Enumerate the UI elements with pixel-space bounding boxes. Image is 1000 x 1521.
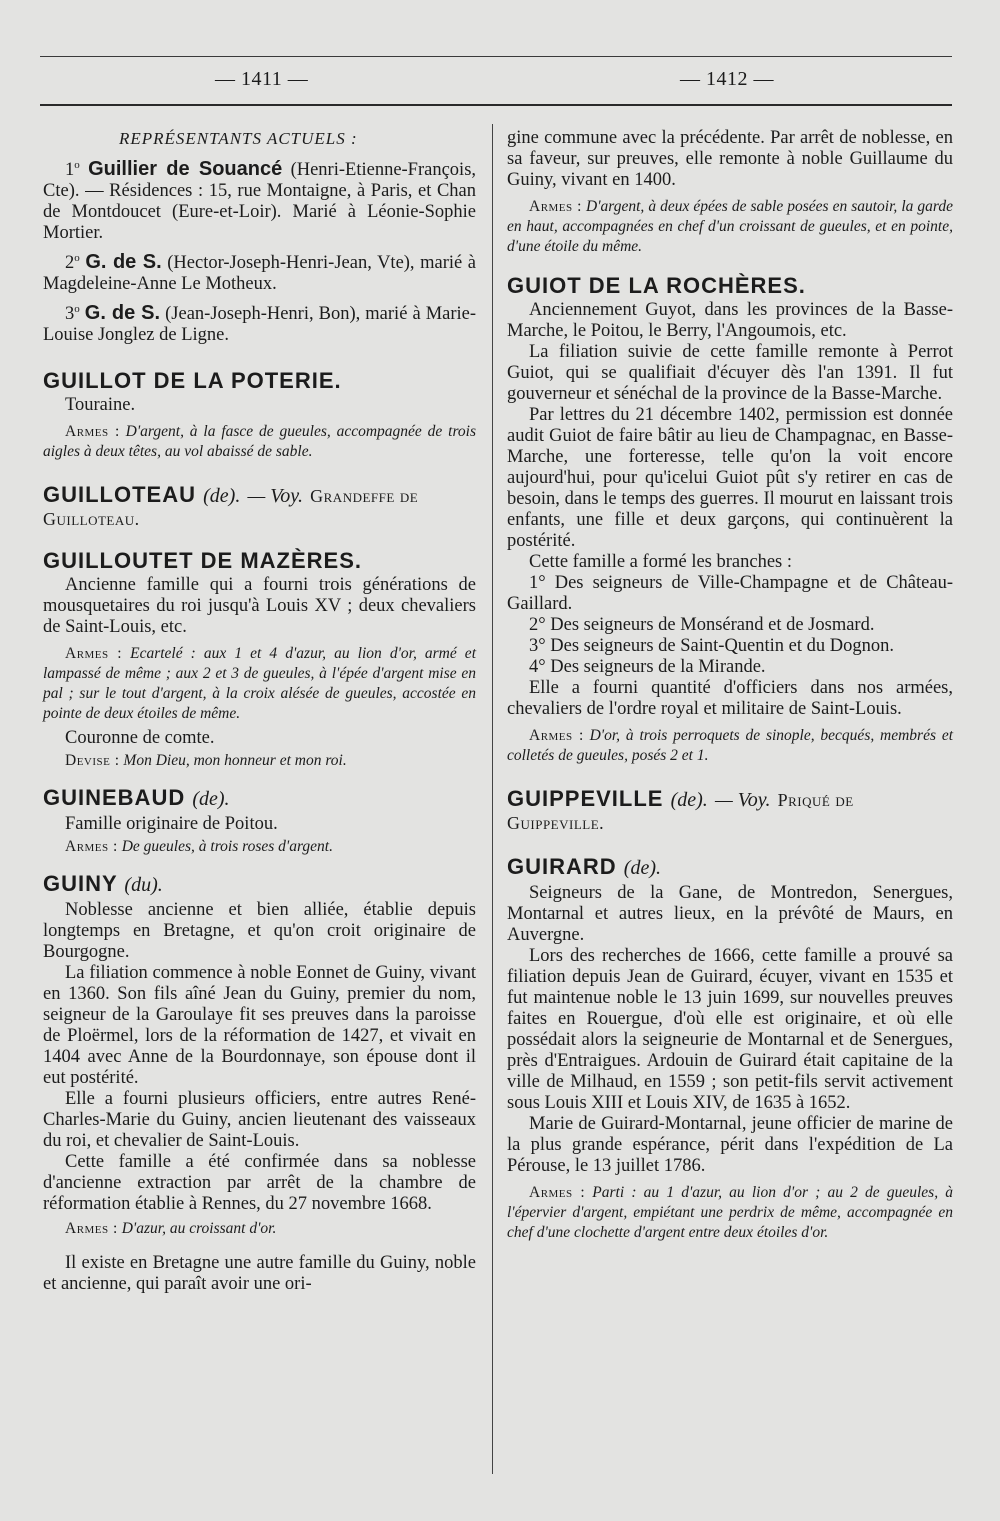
guiot-paragraph-4: Cette famille a formé les branches :: [529, 552, 793, 572]
guirard-particle: (de).: [623, 857, 661, 879]
guiot-branch-2: 2° Des seigneurs de Monsérand et de Josmard.: [529, 615, 875, 635]
left-column: [43, 128, 476, 1295]
armes-text: D'argent, à deux épées de sable posées en sautoir, la garde en haut, accompagnées en chef d'un croissant de gueules, et en pointe, d'une étoile du même.: [507, 198, 953, 255]
guilloteau-name: GUILLOTEAU: [43, 482, 196, 508]
guilloteau-reference: Grandeffe de Guilloteau.: [43, 486, 419, 530]
armes-label: Armes :: [65, 838, 118, 856]
armes-label: Armes :: [65, 423, 120, 441]
rep1-text: (Henri-Etienne-François, Cte). — Résidences : 15, rue Montaigne, à Paris, et Chan de Montdoucet (Eure-et-Loir). Marié à Léonie-Sophie Mortier.: [43, 160, 477, 244]
guirard-armes: [507, 1183, 953, 1243]
entry-title-mazeres: GUILLOUTET DE MAZÈRES.: [43, 548, 362, 574]
header-rule: [40, 104, 952, 106]
armes-label: Armes :: [65, 645, 123, 663]
column-separator: [492, 124, 493, 1474]
poterie-location: Touraine.: [65, 395, 136, 416]
entry-title-guippeville: [507, 788, 953, 834]
guiot-paragraph-5: Elle a fourni quantité d'officiers dans nos armées, chevaliers de l'ordre royal et militaire de Saint-Louis.: [507, 678, 953, 719]
guiny-second-armes: [507, 197, 953, 257]
guippeville-reference: Priqué de Guippeville.: [507, 790, 854, 833]
guiny-paragraph-5: Il existe en Bretagne une autre famille du Guiny, noble et ancienne, qui paraît avoir une ori-: [43, 1253, 476, 1295]
armes-label: Armes :: [65, 1220, 118, 1238]
armes-text: D'argent, à la fasce de gueules, accompagnée de trois aigles à deux têtes, au vol abaissé de sable.: [43, 423, 476, 461]
mazeres-armes: [43, 644, 476, 724]
rep2-text: (Hector-Joseph-Henri-Jean, Vte), marié à Magdeleine-Anne Le Motheux.: [43, 253, 477, 295]
top-rule: [40, 56, 952, 57]
armes-text: De gueules, à trois roses d'argent.: [121, 838, 333, 856]
guippeville-name: GUIPPEVILLE: [507, 786, 664, 811]
rep1-number: 1: [65, 160, 75, 181]
guiny-armes: [43, 1219, 476, 1239]
guippeville-voy: — Voy.: [714, 789, 771, 811]
guirard-paragraph-1: Seigneurs de la Gane, de Montredon, Senergues, Montarnal et autres lieux, en la prévôté de Maurs, en Auvergne.: [507, 883, 953, 945]
entry-title-guilloteau: [43, 484, 476, 530]
devise-label: Devise :: [65, 752, 120, 770]
guiny-paragraph-1: Noblesse ancienne et bien alliée, établie depuis longtemps en Bretagne, et qu'on croit originaire de Bourgogne.: [43, 900, 476, 963]
guiny-paragraph-2: La filiation commence à noble Eonnet de Guiny, vivant en 1360. Son fils aîné Jean du Guiny, premier du nom, seigneur de la Garoulaye fit ses preuves dans la paroisse de Ploërmel, lors de la réformation de 1427, et vivait en 1404 avec Anne de la Bourdonnaye, son épouse dont il eut postérité.: [43, 963, 476, 1089]
armes-label: Armes :: [529, 1184, 586, 1201]
rep3-number: 3: [65, 304, 75, 325]
guiot-branch-4: 4° Des seigneurs de la Mirande.: [529, 657, 766, 677]
armes-text: D'or, à trois perroquets de sinople, becqués, membrés et colletés de gueules, posés 2 et 1.: [507, 727, 954, 764]
guiot-branch-1: 1° Des seigneurs de Ville-Champagne et de Château-Gaillard.: [507, 573, 953, 614]
armes-text: Parti : au 1 d'azur, au lion d'or ; au 2 de gueules, à l'épervier d'argent, empiétant une perdrix de même, accompagnée en chef d'une clochette d'argent entre deux étoiles d'or.: [507, 1184, 953, 1241]
poterie-armes: [43, 422, 476, 462]
rep2-number: 2: [65, 253, 75, 274]
mazeres-devise: [43, 751, 476, 771]
guinebaud-name: GUINEBAUD: [43, 785, 186, 811]
devise-text: Mon Dieu, mon honneur et mon roi.: [123, 752, 347, 770]
guilloteau-voy: — Voy.: [247, 485, 304, 508]
entry-title-poterie: GUILLOT DE LA POTERIE.: [43, 368, 342, 394]
representant-1: 1$^o$ Guillier de Souancé (Henri-Etienne-François, Cte). — Résidences : 15, rue Montaigne, à Paris, et Chan de Montdoucet (Eure-et-Loir). Marié à Léonie-Sophie Mortier.: [43, 158, 477, 244]
rep3-name: G. de S.: [84, 302, 161, 325]
guiny-paragraph-4: Cette famille a été confirmée dans sa noblesse d'ancienne extraction par arrêt de la chambre de réformation établie à Rennes, du 27 novembre 1668.: [43, 1152, 476, 1215]
armes-text: D'azur, au croissant d'or.: [121, 1220, 277, 1238]
rep2-name: G. de S.: [85, 251, 162, 274]
mazeres-couronne: Couronne de comte.: [65, 728, 215, 749]
representant-2: 2$^o$ G. de S. (Hector-Joseph-Henri-Jean, Vte), marié à Magdeleine-Anne Le Motheux.: [43, 251, 477, 295]
left-page-number: — 1411 —: [215, 68, 309, 90]
armes-label: Armes :: [529, 198, 582, 215]
rep1-name: Guillier de Souancé: [88, 158, 283, 181]
mazeres-description: Ancienne famille qui a fourni trois générations de mousquetaires du roi jusqu'à Louis XV ; deux chevaliers de Saint-Louis, etc.: [43, 575, 476, 638]
guiot-paragraph-2: La filiation suivie de cette famille remonte à Perrot Guiot, qui se qualifiait d'écuyer dès l'an 1391. Il fut gouverneur et sénéchal de la province de la Basse-Marche.: [507, 342, 953, 404]
rep3-text: (Jean-Joseph-Henri, Bon), marié à Marie-Louise Jonglez de Ligne.: [43, 304, 477, 346]
entry-title-guirard: [507, 856, 953, 879]
guirard-paragraph-3: Marie de Guirard-Montarnal, jeune officier de marine de la plus grande espérance, périt dans l'expédition de La Pérouse, le 13 juillet 1786.: [507, 1114, 953, 1176]
guilloteau-particle: (de).: [203, 485, 241, 508]
right-page-number: — 1412 —: [680, 68, 774, 90]
guiot-branch-3: 3° Des seigneurs de Saint-Quentin et du Dognon.: [529, 636, 895, 656]
guinebaud-armes: [43, 837, 476, 857]
representants-heading: REPRÉSENTANTS ACTUELS :: [119, 129, 358, 148]
right-column: [507, 128, 953, 1243]
guiny-name: GUINY: [43, 871, 118, 897]
entry-title-guinebaud: [43, 787, 476, 810]
entry-title-guiny: [43, 873, 476, 896]
guirard-paragraph-2: Lors des recherches de 1666, cette famille a prouvé sa filiation depuis Jean de Guirard, écuyer, vivant en 1535 et fut maintenue noble le 13 juin 1699, sur nouvelles preuves faites en Rouergue, d'où elle est originaire, et où elle possédait alors la seigneurie de Montarnal et de Senergues, près d'Entraigues. Ardouin de Guirard était capitaine de la ville de Milhaud, en 1559 ; son petit-fils servit activement sous Louis XIII et Louis XIV, de 1635 à 1652.: [507, 946, 953, 1113]
guinebaud-description: Famille originaire de Poitou.: [65, 814, 278, 835]
guiny-paragraph-3: Elle a fourni plusieurs officiers, entre autres René-Charles-Marie du Guiny, ancien lieutenant des vaisseaux du roi, et chevalier de Saint-Louis.: [43, 1089, 476, 1152]
armes-text: Ecartelé : aux 1 et 4 d'azur, au lion d'or, armé et lampassé de même ; aux 2 et 3 de gueules, à l'épée d'argent mise en pal ; sur le tout d'argent, à la croix alésée de gueules, accostée en pointe de deux étoiles de même.: [43, 645, 476, 723]
guiot-paragraph-3: Par lettres du 21 décembre 1402, permission est donnée audit Guiot de faire bâtir au lieu de Champagnac, en Basse-Marche, une forteresse, telle qu'on la voit encore aujourd'hui, pour qu'icelui Guiot pût s'y retirer en cas de besoin, dans le temps des guerres. Il mourut en laissant trois enfants, une fille et deux garçons, qui continuèrent la postérité.: [507, 405, 953, 551]
guiot-paragraph-1: Anciennement Guyot, dans les provinces de la Basse-Marche, le Poitou, le Berry, l'Angoumois, etc.: [507, 300, 953, 341]
guiot-armes: [507, 726, 953, 766]
representant-3: 3$^o$ G. de S. (Jean-Joseph-Henri, Bon), marié à Marie-Louise Jonglez de Ligne.: [43, 302, 477, 346]
guiny-particle: (du).: [124, 874, 163, 897]
armes-label: Armes :: [529, 727, 584, 744]
entry-title-guiot: GUIOT DE LA ROCHÈRES.: [507, 273, 806, 298]
guippeville-particle: (de).: [670, 789, 708, 811]
guinebaud-particle: (de).: [192, 788, 230, 811]
continued-paragraph: gine commune avec la précédente. Par arrêt de noblesse, en sa faveur, sur preuves, elle remonte à noble Guillaume du Guiny, vivant en 1400.: [507, 128, 953, 190]
guirard-name: GUIRARD: [507, 854, 617, 879]
